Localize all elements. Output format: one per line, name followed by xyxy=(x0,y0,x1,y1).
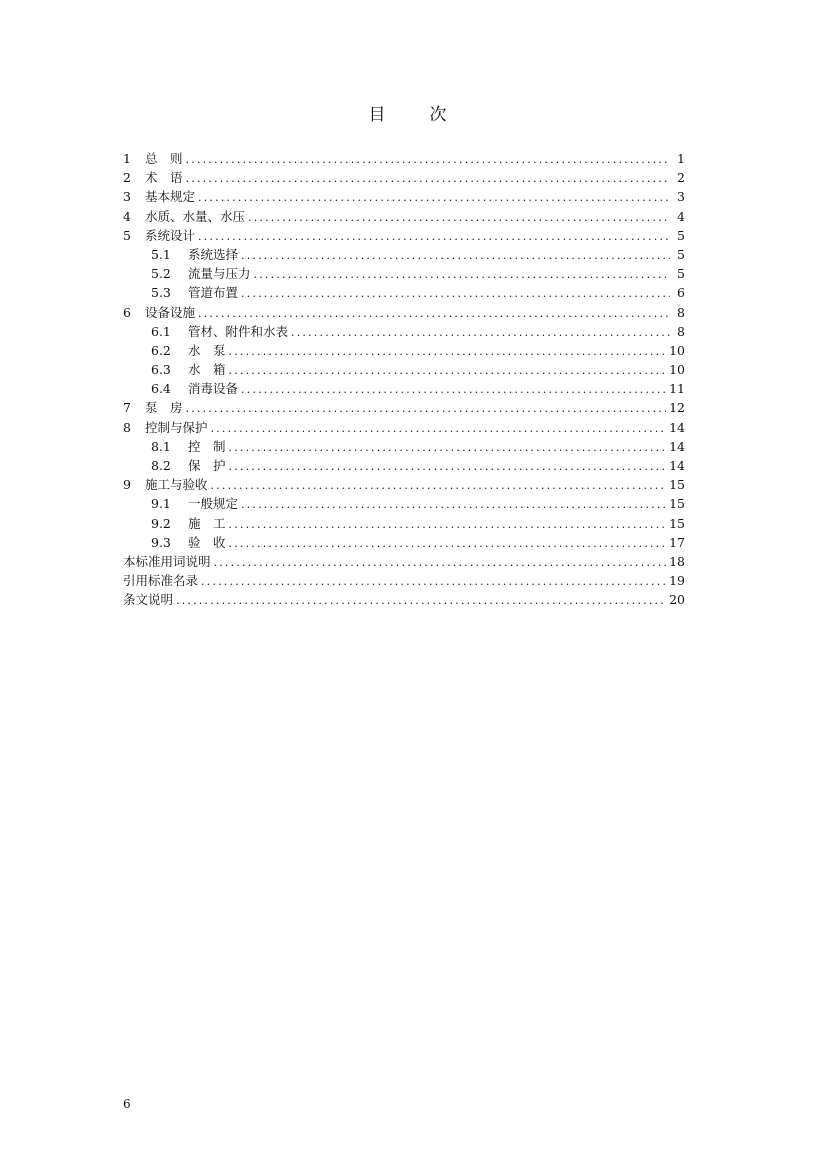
toc-entry[interactable] xyxy=(123,456,685,475)
toc-entry-page: 6 xyxy=(677,285,685,301)
toc-leader-dots xyxy=(211,419,667,438)
toc-entry[interactable] xyxy=(123,264,685,283)
toc-entry-number: 3 xyxy=(123,189,131,205)
toc-leader-dots xyxy=(186,399,667,418)
toc-entry-page: 14 xyxy=(669,458,685,473)
toc-entry-title: 系统设计 xyxy=(145,227,196,243)
toc-entry-page: 8 xyxy=(677,304,685,320)
toc-entry-title: 管道布置 xyxy=(188,285,239,301)
toc-entry-number: 5 xyxy=(123,227,131,243)
toc-entry-number: 6.3 xyxy=(151,362,171,378)
toc-entry-page: 2 xyxy=(677,170,685,186)
toc-leader-dots xyxy=(229,438,667,457)
toc-entry[interactable] xyxy=(123,245,685,264)
toc-entry[interactable] xyxy=(123,322,685,341)
toc-entry[interactable] xyxy=(123,571,685,590)
toc-entry-title: 施 工 xyxy=(188,515,226,531)
toc-entry[interactable] xyxy=(123,437,685,456)
toc-entry-page: 19 xyxy=(669,573,685,589)
toc-entry-number: 6.1 xyxy=(151,323,171,339)
toc-leader-dots xyxy=(176,591,666,610)
toc-leader-dots xyxy=(198,188,670,207)
toc-entry-title: 水 箱 xyxy=(188,362,226,378)
toc-leader-dots xyxy=(248,208,670,227)
toc-entry-title: 设备设施 xyxy=(145,304,196,320)
toc-entry[interactable] xyxy=(123,552,685,571)
toc-entry-page: 12 xyxy=(669,400,685,416)
toc-entry-title: 水 泵 xyxy=(188,342,226,358)
toc-leader-dots xyxy=(198,227,670,246)
toc-entry[interactable] xyxy=(123,514,685,533)
toc-entry-number: 9.3 xyxy=(151,534,171,550)
toc-leader-dots xyxy=(241,495,666,514)
toc-leader-dots xyxy=(198,304,670,323)
toc-entry-title: 系统选择 xyxy=(188,246,239,262)
toc-leader-dots xyxy=(186,150,670,169)
toc-entry-number: 2 xyxy=(123,170,131,186)
toc-leader-dots xyxy=(254,265,670,284)
toc-entry-title: 术 语 xyxy=(145,170,183,186)
toc-entry[interactable] xyxy=(123,226,685,245)
toc-entry-title: 控 制 xyxy=(188,438,226,454)
page-title-char-2: 次 xyxy=(429,105,447,125)
toc-leader-dots xyxy=(241,380,666,399)
toc-entry-title: 流量与压力 xyxy=(188,266,251,282)
toc-entry-number: 8.2 xyxy=(151,458,171,473)
toc-leader-dots xyxy=(186,169,670,188)
table-of-contents xyxy=(123,149,685,610)
toc-entry-title: 本标准用词说明 xyxy=(123,553,211,569)
toc-entry-page: 18 xyxy=(669,553,685,569)
toc-entry-title: 水质、水量、水压 xyxy=(145,208,246,224)
toc-entry[interactable] xyxy=(123,341,685,360)
toc-entry[interactable] xyxy=(123,283,685,302)
toc-entry-page: 5 xyxy=(677,246,685,262)
toc-entry-page: 14 xyxy=(669,438,685,454)
toc-entry-title: 条文说明 xyxy=(123,592,174,608)
toc-entry-title: 泵 房 xyxy=(145,400,183,416)
toc-entry-title: 基本规定 xyxy=(145,189,196,205)
toc-entry-title: 总 则 xyxy=(145,151,183,166)
toc-entry-number: 9.1 xyxy=(151,496,171,512)
toc-entry-title: 保 护 xyxy=(188,458,226,473)
toc-entry-title: 施工与验收 xyxy=(145,477,208,493)
toc-entry[interactable] xyxy=(123,187,685,206)
toc-entry-page: 17 xyxy=(669,534,685,550)
page-number: 6 xyxy=(123,1097,131,1111)
toc-entry-title: 引用标准名录 xyxy=(123,573,199,589)
toc-entry-number: 6.2 xyxy=(151,342,171,358)
toc-entry-page: 3 xyxy=(677,189,685,205)
toc-entry[interactable] xyxy=(123,168,685,187)
toc-leader-dots xyxy=(211,476,667,495)
toc-entry-page: 1 xyxy=(677,151,685,166)
toc-entry[interactable] xyxy=(123,207,685,226)
toc-entry-number: 5.3 xyxy=(151,285,171,301)
toc-entry-page: 15 xyxy=(669,496,685,512)
toc-entry-number: 5.1 xyxy=(151,246,171,262)
toc-entry-page: 11 xyxy=(669,381,685,397)
toc-entry-page: 10 xyxy=(669,342,685,358)
toc-entry-title: 管材、附件和水表 xyxy=(188,323,289,339)
toc-leader-dots xyxy=(241,246,670,265)
toc-entry-number: 4 xyxy=(123,208,131,224)
toc-entry[interactable] xyxy=(123,379,685,398)
toc-entry-page: 5 xyxy=(677,227,685,243)
toc-entry-number: 6 xyxy=(123,304,131,320)
toc-leader-dots xyxy=(229,534,667,553)
toc-leader-dots xyxy=(241,284,670,303)
toc-leader-dots xyxy=(229,515,667,534)
toc-entry-page: 14 xyxy=(669,419,685,435)
toc-entry-page: 8 xyxy=(677,323,685,339)
toc-leader-dots xyxy=(229,342,667,361)
toc-entry-page: 4 xyxy=(677,208,685,224)
toc-entry-title: 消毒设备 xyxy=(188,381,239,397)
page-title xyxy=(0,100,815,125)
toc-entry-number: 9 xyxy=(123,477,131,493)
toc-entry-title: 一般规定 xyxy=(188,496,239,512)
toc-entry[interactable] xyxy=(123,149,685,168)
toc-entry[interactable] xyxy=(123,303,685,322)
toc-entry-number: 5.2 xyxy=(151,266,171,282)
toc-leader-dots xyxy=(214,553,667,572)
toc-entry-page: 20 xyxy=(669,592,685,608)
toc-entry-number: 8 xyxy=(123,419,131,435)
toc-entry-title: 控制与保护 xyxy=(145,419,208,435)
toc-entry-page: 10 xyxy=(669,362,685,378)
page-title-char-1: 目 xyxy=(368,105,386,125)
toc-entry-page: 15 xyxy=(669,477,685,493)
toc-entry-page: 15 xyxy=(669,515,685,531)
toc-entry-number: 1 xyxy=(123,151,131,166)
toc-leader-dots xyxy=(291,323,670,342)
toc-entry-title: 验 收 xyxy=(188,534,226,550)
toc-entry-number: 6.4 xyxy=(151,381,171,397)
toc-entry-number: 7 xyxy=(123,400,131,416)
toc-entry[interactable] xyxy=(123,533,685,552)
toc-entry[interactable] xyxy=(123,475,685,494)
toc-entry[interactable] xyxy=(123,590,685,609)
toc-entry[interactable] xyxy=(123,418,685,437)
toc-entry[interactable] xyxy=(123,360,685,379)
toc-leader-dots xyxy=(229,361,667,380)
toc-leader-dots xyxy=(201,572,666,591)
toc-entry-number: 9.2 xyxy=(151,515,171,531)
toc-leader-dots xyxy=(229,457,667,476)
toc-entry[interactable] xyxy=(123,398,685,417)
toc-entry[interactable] xyxy=(123,494,685,513)
toc-entry-page: 5 xyxy=(677,266,685,282)
toc-entry-number: 8.1 xyxy=(151,438,171,454)
